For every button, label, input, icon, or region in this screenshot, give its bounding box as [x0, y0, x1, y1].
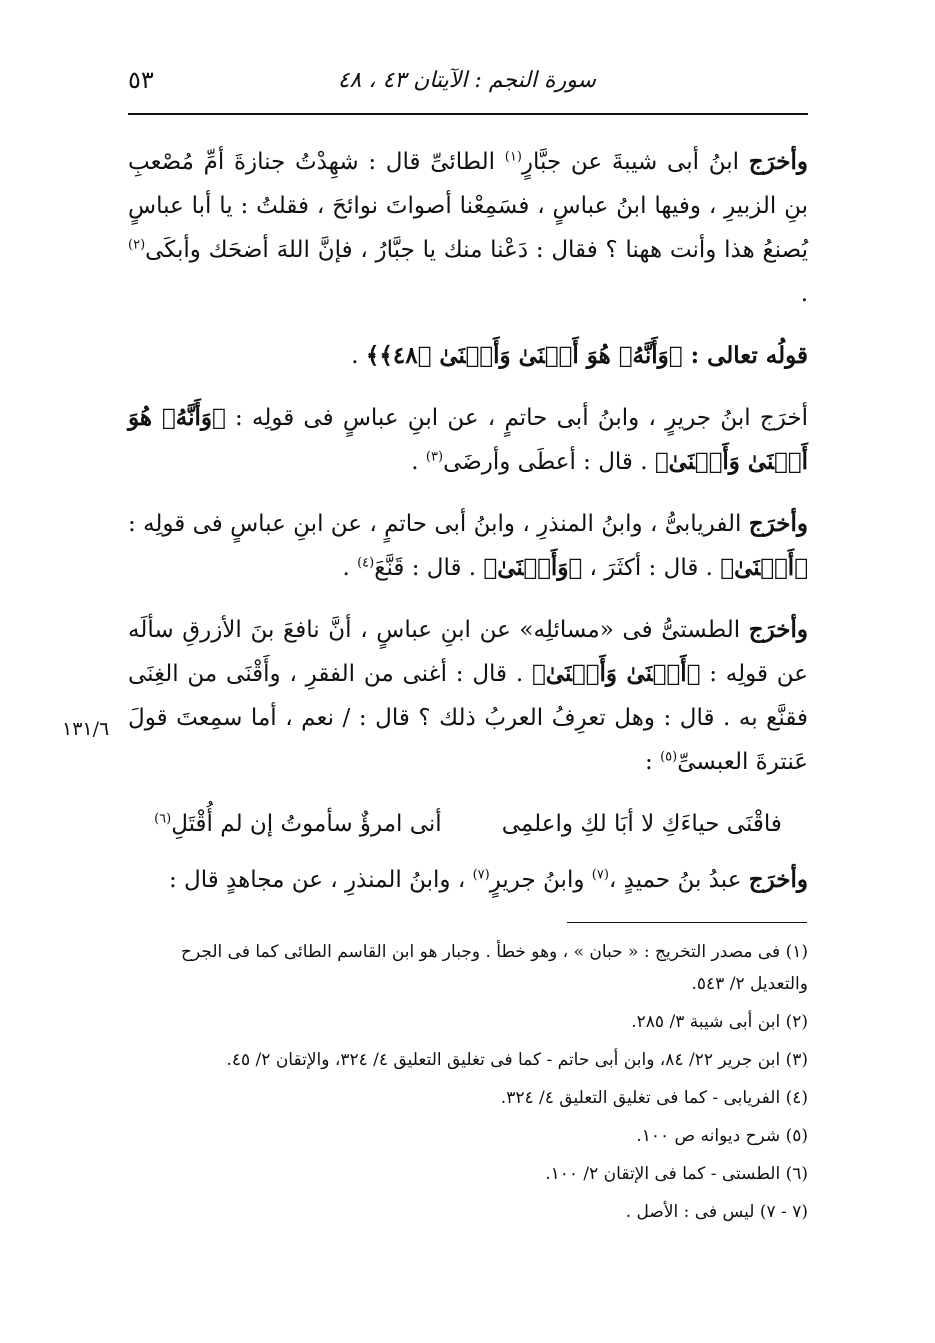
paragraph-text: : [645, 749, 661, 775]
main-text [128, 140, 808, 920]
quran-verse: ﴿وَأَنَّهُۥ هُوَ أَغۡنَىٰ وَأَقۡنَىٰ ﴿٤٨﴾﴾ [365, 342, 691, 369]
footnote-marker: (٤) [357, 555, 375, 571]
paragraph-text: . [342, 555, 358, 581]
quran-quote: ﴿وَأَنَّهُۥ هُوَ أَغۡنَىٰ وَأَقۡنَىٰ﴾ [128, 404, 808, 475]
paragraph-3 [128, 396, 808, 484]
paragraph-text: وابنُ جريرٍ [489, 867, 592, 893]
page-header [128, 66, 808, 106]
paragraph-text: . قال : أغنى من الفقرِ ، وأَقْنَى من الغِنَى فقنَّع به . قال : وهل تعرِفُ العربُ ذلك ؟ قال : / نعم ، أما سمِعتَ قولَ عَنترةَ العبسىِّ [128, 661, 808, 775]
verse-heading: قولُه تعالى : [690, 342, 808, 369]
paragraph-text: الفريابىُّ ، وابنُ المنذرِ ، وابنُ أبى حاتمٍ ، عن ابنِ عباسٍ فى قولِه : [128, 511, 749, 537]
paragraph-6 [128, 858, 808, 902]
footnote: (٧ - ٧) ليس فى : الأصل . [625, 1202, 808, 1222]
paragraph-text: . قال : أكثَرَ ، [582, 555, 721, 581]
footnote: (١) فى مصدر التخريج : « حبان » ، وهو خطأ . وجبار هو ابن القاسم الطائى كما فى الجرح والتعديل ٢/ ٥٤٣. [181, 942, 808, 994]
footnote: (٣) ابن جرير ٢٢/ ٨٤، وابن أبى حاتم - كما فى تغليق التعليق ٤/ ٣٢٤، والإتقان ٢/ ٤٥. [226, 1050, 808, 1070]
footnote-marker: (٢) [128, 237, 146, 253]
paragraph-text: الطائىِّ قال : شهِدْتُ جنازةَ أمِّ مُصْعبِ بنِ الزبيرِ ، وفيها ابنُ عباسٍ ، فسَمِعْنا أصواتَ نوائحَ ، فقلتُ : يا أبا عباسٍ يُصنعُ هذا وأنت ههنا ؟ فقال : دَعْنا منك يا جبَّارُ ، فإنَّ اللهَ أضحَك وأبكَى [128, 149, 808, 263]
header-rule [128, 113, 808, 115]
footnote-rule [567, 922, 807, 923]
footnote-marker: (٦) [154, 811, 172, 827]
paragraph-lead: وأخرَج [748, 866, 808, 893]
paragraph-lead: وأخرَج [748, 510, 808, 537]
footnote: (٤) الفريابى - كما فى تغليق التعليق ٤/ ٣٢٤. [500, 1088, 808, 1108]
paragraph-2 [128, 334, 808, 378]
quran-quote: ﴿أَغۡنَىٰ﴾ [720, 554, 808, 581]
footnote: (٦) الطستى - كما فى الإتقان ٢/ ١٠٠. [545, 1164, 808, 1184]
paragraph-text: . [800, 281, 808, 307]
footnotes [128, 936, 808, 1234]
footnote-marker: (٧) [591, 867, 609, 883]
footnote: (٥) شرح ديوانه ص ١٠٠. [636, 1126, 808, 1146]
footnote-marker: (٥) [660, 749, 678, 765]
footnote-marker: (٧) [472, 867, 490, 883]
paragraph-4 [128, 502, 808, 590]
paragraph-text: أخرَج ابنُ جريرٍ ، وابنُ أبى حاتمٍ ، عن ابنِ عباسٍ فى قولِه : [225, 405, 809, 431]
paragraph-text: . قال : قَنَّعَ [374, 555, 484, 581]
paragraph-1 [128, 140, 808, 316]
footnote-marker: (٣) [425, 449, 444, 465]
paragraph-text: . [351, 343, 366, 369]
paragraph-text: عبدُ بنُ حميدٍ ، [608, 867, 749, 893]
paragraph-5 [128, 608, 808, 784]
verse-first-hemistich: فاقْنَى حياءَكِ لا أبَا لكِ واعلمِى [501, 811, 782, 837]
quran-quote: ﴿أَغۡنَىٰ وَأَقۡنَىٰ﴾ [531, 660, 701, 687]
paragraph-text: ، وابنُ المنذرِ ، عن مجاهدٍ قال : [168, 867, 473, 893]
paragraph-text: . قال : أعطَى وأرضَى [443, 449, 655, 475]
paragraph-lead: وأخرَج [748, 616, 808, 643]
quran-quote: ﴿وَأَقۡنَىٰ﴾ [483, 554, 583, 581]
paragraph-text: الطستىُّ فى «مسائلِه» عن ابنِ عباسٍ ، أنَّ نافعَ بنَ الأزرقِ سألَه عن قولِه : [128, 617, 808, 687]
verse-second-hemistich: أنى امرؤٌ سأموتُ إن لم أُقْتَلِ [171, 811, 442, 837]
footnote: (٢) ابن أبى شيبة ٣/ ٢٨٥. [631, 1012, 808, 1032]
paragraph-lead: وأخرَج [748, 148, 808, 175]
poetry-verse [128, 802, 808, 846]
footnote-marker: (١) [504, 149, 522, 165]
page-number: ٥٣ [128, 66, 154, 94]
margin-reference: ١٣١/٦ [62, 718, 110, 740]
paragraph-text: ابنُ أبى شيبةَ عن جبَّارٍ [521, 149, 749, 175]
paragraph-text: . [411, 449, 426, 475]
running-title: سورة النجم : الآيتان ٤٣ ، ٤٨ [337, 68, 596, 93]
